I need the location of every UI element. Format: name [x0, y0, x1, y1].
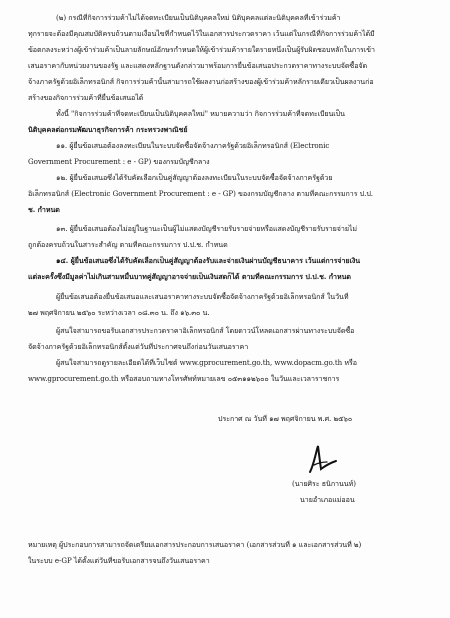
announcement-date: ประกาศ ณ วันที่ ๑๗ พฤศจิกายน พ.ศ. ๒๕๖๐ [218, 414, 353, 423]
clause-12-line: ช. กำหนด [28, 205, 60, 214]
signatory-name: (นายศิระ ธนิกานนท์) [292, 479, 356, 488]
website-line: ผู้สนใจสามารถดูรายละเอียดได้ที่เว็บไซต์ www.gprocurement.go.th, www.dopacm.go.th หรือ [56, 358, 357, 367]
website-line: www.gprocurement.go.th หรือสอบถามทางโทรศัพท์หมายเลข ๐๕๓๑๑๒๖๐๐ ในวันและเวลาราชการ [28, 374, 340, 383]
text-line: นิติบุคคลต่อกรมพัฒนาธุรกิจการค้า กระทรวงพาณิชย์ [28, 125, 188, 134]
clause-11-line: Government Procurement : e - GP) ของกรมบัญชีกลาง [28, 157, 210, 166]
submission-line: ๒๗ พฤศจิกายน ๒๕๖๐ ระหว่างเวลา ๐๘.๓๐ น. ถึง ๑๖.๓๐ น. [28, 308, 210, 317]
clause-14-line: แต่ละครั้งซึ่งมีมูลค่าไม่เกินสามหมื่นบาทคู่สัญญาอาจจ่ายเป็นเงินสดก็ได้ ตามที่คณะกรรมการ ป.ป.ช. กำหนด [28, 272, 351, 281]
clause-13-line: ๑๓. ผู้ยื่นข้อเสนอต้องไม่อยู่ในฐานะเป็นผู้ไม่แสดงบัญชีรายรับรายจ่ายหรือแสดงบัญชีรายรับรายจ่ายไม่ [56, 224, 358, 233]
clause-13-line: ถูกต้องครบถ้วนในสาระสำคัญ ตามที่คณะกรรมการ ป.ป.ช. กำหนด [28, 240, 228, 249]
download-line: ผู้สนใจสามารถขอรับเอกสารประกวดราคาอิเล็กทรอนิกส์ โดยดาวน์โหลดเอกสารผ่านทางระบบจัดซื้อ [56, 326, 355, 335]
clause-12-line: อิเล็กทรอนิกส์ (Electronic Government Procurement : e - GP) ของกรมบัญชีกลาง ตามที่คณะกรรมการ ป.ป. [28, 189, 373, 198]
text-line: ทั้งนี้ "กิจการร่วมค้าที่จดทะเบียนเป็นนิติบุคคลใหม่" หมายความว่า กิจการร่วมค้าที่จดทะเบียนเป็น [56, 109, 345, 118]
note-line: หมายเหตุ ผู้ประกอบการสามารถจัดเตรียมเอกสารประกอบการเสนอราคา (เอกสารส่วนที่ ๑ และเอกสารส่วนที่ ๒) [28, 540, 362, 549]
text-line: ข้อตกลงระหว่างผู้เข้าร่วมค้าเป็นลายลักษณ์อักษรกำหนดให้ผู้เข้าร่วมค้ารายใดรายหนึ่งเป็นผู้รับผิดชอบหลักในการเข้า [28, 45, 375, 54]
text-line: ทุกรายจะต้องมีคุณสมบัติครบถ้วนตามเงื่อนไขที่กำหนดไว้ในเอกสารประกวดราคา เว้นแต่ในกรณีที่กิจการร่วมค้าได้มี [28, 29, 375, 38]
download-line: จัดจ้างภาครัฐด้วยอิเล็กทรอนิกส์ตั้งแต่วันที่ประกาศจนถึงก่อนวันเสนอราคา [28, 342, 249, 351]
text-line: เสนอราคากับหน่วยงานของรัฐ และแสดงหลักฐานดังกล่าวมาพร้อมการยื่นข้อเสนอประกวดราคาทางระบบจัดซื้อจัด [28, 61, 368, 70]
text-line: สร้างของกิจการร่วมค้าที่ยื่นข้อเสนอได้ [28, 93, 144, 102]
text-line: (๒) กรณีที่กิจการร่วมค้าไม่ได้จดทะเบียนเป็นนิติบุคคลใหม่ นิติบุคคลแต่ละนิติบุคคลที่เข้าร่วมค้า [56, 13, 341, 22]
text-line: จ้างภาครัฐด้วยอิเล็กทรอนิกส์ กิจการร่วมค้านั้นสามารถใช้ผลงานก่อสร้างของผู้เข้าร่วมค้าหลักรายเดียวเป็นผลงานก่อ [28, 77, 374, 86]
note-line: ในระบบ e-GP ได้ตั้งแต่วันที่ขอรับเอกสารจนถึงวันเสนอราคา [28, 556, 210, 565]
clause-11-line: ๑๑. ผู้ยื่นข้อเสนอต้องลงทะเบียนในระบบจัดซื้อจัดจ้างภาครัฐด้วยอิเล็กทรอนิกส์ (Electronic [56, 141, 330, 150]
signature-mark [300, 442, 340, 476]
signatory-title: นายอำเภอแม่ออน [300, 495, 355, 504]
submission-line: ผู้ยื่นข้อเสนอต้องยื่นข้อเสนอและเสนอราคาทางระบบจัดซื้อจัดจ้างภาครัฐด้วยอิเล็กทรอนิกส์ ในวันที่ [56, 292, 349, 301]
clause-12-line: ๑๒. ผู้ยื่นข้อเสนอซึ่งได้รับคัดเลือกเป็นคู่สัญญาต้องลงทะเบียนในระบบจัดซื้อจัดจ้างภาครัฐด้วย [56, 173, 333, 182]
clause-14-line: ๑๔. ผู้ยื่นข้อเสนอซึ่งได้รับคัดเลือกเป็นคู่สัญญาต้องรับและจ่ายเงินผ่านบัญชีธนาคาร เว้นแต่การจ่ายเงิน [56, 256, 361, 265]
